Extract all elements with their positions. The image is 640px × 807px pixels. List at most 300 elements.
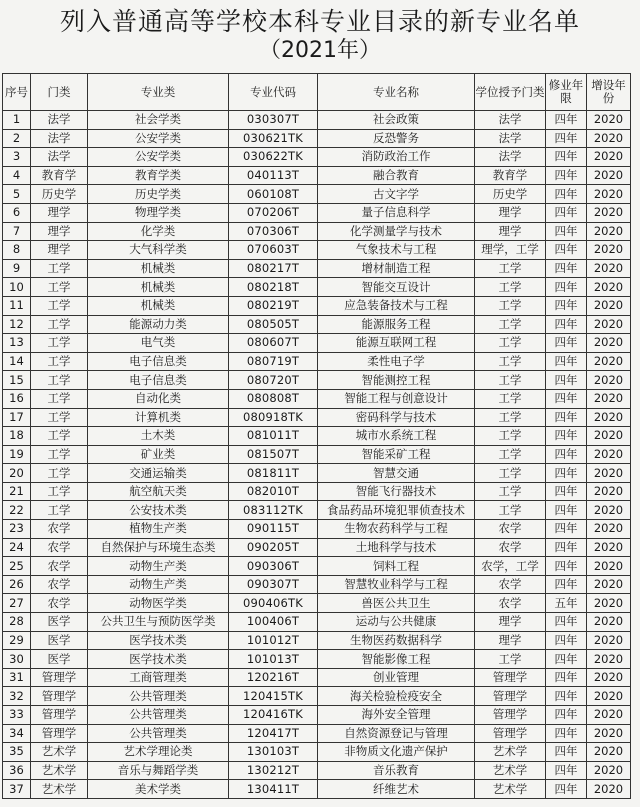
cell-duration: 四年: [546, 427, 587, 446]
cell-year-added: 2020: [587, 520, 631, 539]
cell-degree-category: 管理学: [475, 724, 546, 743]
cell-category: 工学: [31, 427, 88, 446]
cell-index: 12: [3, 315, 31, 334]
cell-major-code: 090306T: [229, 557, 318, 576]
cell-degree-category: 法学: [475, 111, 546, 130]
cell-major-code: 101012T: [229, 631, 318, 650]
cell-year-added: 2020: [587, 724, 631, 743]
cell-category: 农学: [31, 575, 88, 594]
cell-duration: 四年: [546, 557, 587, 576]
cell-major-code: 083112TK: [229, 501, 318, 520]
cell-major-code: 030307T: [229, 111, 318, 130]
cell-duration: 四年: [546, 613, 587, 632]
cell-index: 26: [3, 575, 31, 594]
cell-degree-category: 工学: [475, 278, 546, 297]
cell-duration: 四年: [546, 445, 587, 464]
cell-duration: 四年: [546, 334, 587, 353]
cell-year-added: 2020: [587, 241, 631, 260]
header-degree-category: 学位授予门类: [475, 74, 546, 111]
cell-year-added: 2020: [587, 296, 631, 315]
cell-index: 19: [3, 445, 31, 464]
cell-major-code: 130103T: [229, 743, 318, 762]
table-row: [3, 445, 631, 464]
cell-degree-category: 艺术学: [475, 780, 546, 799]
cell-duration: 四年: [546, 278, 587, 297]
cell-major-name: 智慧交通: [318, 464, 475, 483]
cell-major-name: 气象技术与工程: [318, 241, 475, 260]
cell-major-class: 交通运输类: [88, 464, 229, 483]
cell-duration: 四年: [546, 724, 587, 743]
cell-degree-category: 农学: [475, 575, 546, 594]
cell-major-name: 密码科学与技术: [318, 408, 475, 427]
cell-year-added: 2020: [587, 687, 631, 706]
table-row: [3, 371, 631, 390]
cell-year-added: 2020: [587, 334, 631, 353]
table-row: [3, 129, 631, 148]
cell-category: 农学: [31, 538, 88, 557]
cell-degree-category: 工学: [475, 445, 546, 464]
table-row: [3, 668, 631, 687]
table-row: [3, 352, 631, 371]
cell-index: 37: [3, 780, 31, 799]
cell-duration: 四年: [546, 482, 587, 501]
cell-major-name: 智能测控工程: [318, 371, 475, 390]
cell-category: 教育学: [31, 166, 88, 185]
cell-category: 艺术学: [31, 743, 88, 762]
cell-index: 28: [3, 613, 31, 632]
cell-major-class: 公共管理类: [88, 706, 229, 725]
cell-major-code: 080719T: [229, 352, 318, 371]
cell-year-added: 2020: [587, 761, 631, 780]
cell-index: 6: [3, 203, 31, 222]
cell-index: 9: [3, 259, 31, 278]
cell-category: 工学: [31, 296, 88, 315]
cell-major-class: 航空航天类: [88, 482, 229, 501]
cell-major-class: 土木类: [88, 427, 229, 446]
cell-major-class: 动物生产类: [88, 557, 229, 576]
cell-category: 农学: [31, 594, 88, 613]
cell-major-name: 生物医药数据科学: [318, 631, 475, 650]
cell-degree-category: 教育学: [475, 166, 546, 185]
cell-category: 管理学: [31, 687, 88, 706]
cell-major-class: 美术学类: [88, 780, 229, 799]
table-row: [3, 724, 631, 743]
cell-year-added: 2020: [587, 594, 631, 613]
cell-major-name: 智慧牧业科学与工程: [318, 575, 475, 594]
cell-duration: 四年: [546, 352, 587, 371]
cell-duration: 四年: [546, 780, 587, 799]
cell-major-code: 030621TK: [229, 129, 318, 148]
cell-major-code: 090205T: [229, 538, 318, 557]
table-row: [3, 594, 631, 613]
cell-degree-category: 法学: [475, 129, 546, 148]
cell-category: 理学: [31, 241, 88, 260]
cell-category: 法学: [31, 129, 88, 148]
cell-degree-category: 工学: [475, 408, 546, 427]
cell-index: 29: [3, 631, 31, 650]
cell-major-class: 机械类: [88, 278, 229, 297]
table-row: [3, 427, 631, 446]
cell-major-class: 机械类: [88, 296, 229, 315]
cell-major-class: 医学技术类: [88, 650, 229, 669]
cell-degree-category: 法学: [475, 148, 546, 167]
cell-category: 管理学: [31, 724, 88, 743]
cell-degree-category: 农学: [475, 594, 546, 613]
cell-year-added: 2020: [587, 706, 631, 725]
cell-category: 法学: [31, 111, 88, 130]
cell-major-name: 融合教育: [318, 166, 475, 185]
cell-category: 工学: [31, 352, 88, 371]
page-title: 列入普通高等学校本科专业目录的新专业名单: [59, 7, 580, 36]
table-row: [3, 761, 631, 780]
cell-index: 34: [3, 724, 31, 743]
cell-major-code: 081811T: [229, 464, 318, 483]
cell-category: 工学: [31, 278, 88, 297]
cell-category: 工学: [31, 334, 88, 353]
header-major-class: 专业类: [88, 74, 229, 111]
cell-year-added: 2020: [587, 668, 631, 687]
cell-major-class: 大气科学类: [88, 241, 229, 260]
cell-index: 1: [3, 111, 31, 130]
table-row: [3, 166, 631, 185]
table-row: [3, 706, 631, 725]
cell-degree-category: 工学: [475, 315, 546, 334]
cell-degree-category: 工学: [475, 464, 546, 483]
cell-major-name: 自然资源登记与管理: [318, 724, 475, 743]
table-row: [3, 687, 631, 706]
cell-major-code: 080720T: [229, 371, 318, 390]
cell-duration: 四年: [546, 464, 587, 483]
table-row: [3, 278, 631, 297]
cell-major-code: 040113T: [229, 166, 318, 185]
cell-duration: 四年: [546, 259, 587, 278]
cell-index: 4: [3, 166, 31, 185]
cell-year-added: 2020: [587, 148, 631, 167]
cell-major-class: 能源动力类: [88, 315, 229, 334]
cell-degree-category: 工学: [475, 482, 546, 501]
cell-category: 工学: [31, 389, 88, 408]
cell-major-code: 120216T: [229, 668, 318, 687]
cell-major-name: 城市水系统工程: [318, 427, 475, 446]
cell-degree-category: 艺术学: [475, 761, 546, 780]
cell-major-name: 创业管理: [318, 668, 475, 687]
cell-major-name: 柔性电子学: [318, 352, 475, 371]
cell-major-class: 计算机类: [88, 408, 229, 427]
cell-year-added: 2020: [587, 780, 631, 799]
cell-category: 工学: [31, 408, 88, 427]
cell-index: 21: [3, 482, 31, 501]
cell-duration: 四年: [546, 743, 587, 762]
cell-degree-category: 工学: [475, 259, 546, 278]
cell-index: 10: [3, 278, 31, 297]
cell-category: 管理学: [31, 668, 88, 687]
cell-index: 7: [3, 222, 31, 241]
cell-year-added: 2020: [587, 259, 631, 278]
cell-degree-category: 管理学: [475, 668, 546, 687]
cell-major-class: 公共卫生与预防医学类: [88, 613, 229, 632]
cell-index: 5: [3, 185, 31, 204]
cell-year-added: 2020: [587, 575, 631, 594]
cell-year-added: 2020: [587, 408, 631, 427]
cell-major-code: 080505T: [229, 315, 318, 334]
cell-degree-category: 管理学: [475, 687, 546, 706]
cell-index: 2: [3, 129, 31, 148]
cell-year-added: 2020: [587, 389, 631, 408]
cell-category: 历史学: [31, 185, 88, 204]
cell-major-class: 公安技术类: [88, 501, 229, 520]
cell-category: 医学: [31, 613, 88, 632]
table-row: [3, 780, 631, 799]
cell-degree-category: 工学: [475, 501, 546, 520]
cell-duration: 四年: [546, 408, 587, 427]
cell-major-name: 智能影像工程: [318, 650, 475, 669]
cell-degree-category: 工学: [475, 352, 546, 371]
cell-major-code: 080218T: [229, 278, 318, 297]
cell-year-added: 2020: [587, 613, 631, 632]
cell-degree-category: 农学，工学: [475, 557, 546, 576]
cell-major-class: 动物生产类: [88, 575, 229, 594]
table-row: [3, 334, 631, 353]
cell-year-added: 2020: [587, 482, 631, 501]
cell-duration: 四年: [546, 315, 587, 334]
cell-major-class: 化学类: [88, 222, 229, 241]
cell-degree-category: 理学: [475, 613, 546, 632]
cell-year-added: 2020: [587, 538, 631, 557]
cell-major-class: 公共管理类: [88, 687, 229, 706]
cell-major-code: 080219T: [229, 296, 318, 315]
cell-index: 30: [3, 650, 31, 669]
cell-major-code: 130212T: [229, 761, 318, 780]
cell-index: 33: [3, 706, 31, 725]
cell-year-added: 2020: [587, 371, 631, 390]
table-row: [3, 575, 631, 594]
cell-duration: 四年: [546, 148, 587, 167]
table-row: [3, 613, 631, 632]
cell-major-code: 080607T: [229, 334, 318, 353]
cell-year-added: 2020: [587, 315, 631, 334]
cell-major-code: 070206T: [229, 203, 318, 222]
table-row: [3, 464, 631, 483]
cell-category: 工学: [31, 464, 88, 483]
cell-category: 工学: [31, 501, 88, 520]
cell-major-name: 智能飞行器技术: [318, 482, 475, 501]
cell-year-added: 2020: [587, 185, 631, 204]
cell-duration: 四年: [546, 687, 587, 706]
table-row: [3, 482, 631, 501]
cell-index: 36: [3, 761, 31, 780]
header-year-added: 增设年份: [587, 74, 631, 111]
cell-major-name: 反恐警务: [318, 129, 475, 148]
cell-major-code: 120416TK: [229, 706, 318, 725]
cell-duration: 四年: [546, 706, 587, 725]
cell-major-name: 土地科学与技术: [318, 538, 475, 557]
table-row: [3, 203, 631, 222]
cell-index: 22: [3, 501, 31, 520]
cell-major-name: 智能采矿工程: [318, 445, 475, 464]
cell-major-class: 音乐与舞蹈学类: [88, 761, 229, 780]
cell-major-name: 能源服务工程: [318, 315, 475, 334]
cell-duration: 四年: [546, 520, 587, 539]
cell-duration: 四年: [546, 296, 587, 315]
cell-degree-category: 工学: [475, 371, 546, 390]
cell-year-added: 2020: [587, 166, 631, 185]
table-row: [3, 631, 631, 650]
header-major-code: 专业代码: [229, 74, 318, 111]
cell-duration: 五年: [546, 594, 587, 613]
cell-major-class: 电子信息类: [88, 371, 229, 390]
cell-index: 3: [3, 148, 31, 167]
cell-degree-category: 管理学: [475, 706, 546, 725]
cell-major-name: 音乐教育: [318, 761, 475, 780]
cell-duration: 四年: [546, 389, 587, 408]
cell-major-code: 070306T: [229, 222, 318, 241]
cell-year-added: 2020: [587, 129, 631, 148]
header-duration: 修业年限: [546, 74, 587, 111]
cell-index: 11: [3, 296, 31, 315]
cell-year-added: 2020: [587, 557, 631, 576]
cell-year-added: 2020: [587, 743, 631, 762]
cell-duration: 四年: [546, 631, 587, 650]
cell-category: 工学: [31, 482, 88, 501]
header-index: 序号: [3, 74, 31, 111]
cell-degree-category: 历史学: [475, 185, 546, 204]
cell-duration: 四年: [546, 166, 587, 185]
cell-major-class: 矿业类: [88, 445, 229, 464]
table-row: [3, 185, 631, 204]
table-row: [3, 501, 631, 520]
cell-year-added: 2020: [587, 222, 631, 241]
cell-major-name: 古文字学: [318, 185, 475, 204]
cell-year-added: 2020: [587, 203, 631, 222]
cell-major-class: 历史学类: [88, 185, 229, 204]
cell-duration: 四年: [546, 111, 587, 130]
cell-major-code: 082010T: [229, 482, 318, 501]
cell-major-name: 兽医公共卫生: [318, 594, 475, 613]
table-row: [3, 259, 631, 278]
cell-major-name: 食品药品环境犯罪侦查技术: [318, 501, 475, 520]
cell-duration: 四年: [546, 761, 587, 780]
cell-index: 18: [3, 427, 31, 446]
table-row: [3, 743, 631, 762]
cell-major-name: 海外安全管理: [318, 706, 475, 725]
cell-index: 16: [3, 389, 31, 408]
cell-index: 31: [3, 668, 31, 687]
cell-major-code: 080217T: [229, 259, 318, 278]
cell-duration: 四年: [546, 129, 587, 148]
cell-year-added: 2020: [587, 352, 631, 371]
cell-index: 14: [3, 352, 31, 371]
cell-duration: 四年: [546, 501, 587, 520]
cell-major-code: 081011T: [229, 427, 318, 446]
cell-major-name: 应急装备技术与工程: [318, 296, 475, 315]
cell-major-name: 量子信息科学: [318, 203, 475, 222]
table-row: [3, 222, 631, 241]
cell-major-code: 070603T: [229, 241, 318, 260]
cell-major-name: 智能交互设计: [318, 278, 475, 297]
cell-index: 32: [3, 687, 31, 706]
cell-category: 工学: [31, 259, 88, 278]
cell-index: 13: [3, 334, 31, 353]
cell-major-code: 120415TK: [229, 687, 318, 706]
table-row: [3, 650, 631, 669]
cell-degree-category: 工学: [475, 650, 546, 669]
cell-major-name: 消防政治工作: [318, 148, 475, 167]
header-category: 门类: [31, 74, 88, 111]
cell-category: 艺术学: [31, 761, 88, 780]
cell-major-name: 化学测量学与技术: [318, 222, 475, 241]
cell-degree-category: 农学: [475, 538, 546, 557]
cell-category: 农学: [31, 557, 88, 576]
table-row: [3, 408, 631, 427]
cell-duration: 四年: [546, 185, 587, 204]
cell-major-name: 智能工程与创意设计: [318, 389, 475, 408]
cell-year-added: 2020: [587, 111, 631, 130]
cell-degree-category: 理学: [475, 222, 546, 241]
cell-major-code: 090406TK: [229, 594, 318, 613]
cell-major-code: 060108T: [229, 185, 318, 204]
cell-major-code: 090115T: [229, 520, 318, 539]
cell-category: 医学: [31, 650, 88, 669]
cell-major-code: 030622TK: [229, 148, 318, 167]
cell-major-class: 工商管理类: [88, 668, 229, 687]
cell-major-code: 120417T: [229, 724, 318, 743]
cell-major-name: 社会政策: [318, 111, 475, 130]
cell-major-code: 100406T: [229, 613, 318, 632]
cell-degree-category: 理学: [475, 203, 546, 222]
table-row: [3, 557, 631, 576]
cell-major-name: 生物农药科学与工程: [318, 520, 475, 539]
cell-category: 医学: [31, 631, 88, 650]
header-major-name: 专业名称: [318, 74, 475, 111]
cell-degree-category: 工学: [475, 427, 546, 446]
table-row: [3, 538, 631, 557]
cell-major-name: 运动与公共健康: [318, 613, 475, 632]
cell-major-class: 电气类: [88, 334, 229, 353]
cell-degree-category: 艺术学: [475, 743, 546, 762]
cell-major-class: 医学技术类: [88, 631, 229, 650]
majors-table: [2, 73, 631, 799]
cell-duration: 四年: [546, 650, 587, 669]
cell-index: 17: [3, 408, 31, 427]
cell-duration: 四年: [546, 203, 587, 222]
page-subtitle: （2021年）: [259, 38, 381, 63]
cell-major-name: 能源互联网工程: [318, 334, 475, 353]
cell-index: 23: [3, 520, 31, 539]
cell-category: 工学: [31, 445, 88, 464]
table-row: [3, 296, 631, 315]
cell-major-class: 自动化类: [88, 389, 229, 408]
cell-index: 24: [3, 538, 31, 557]
cell-category: 农学: [31, 520, 88, 539]
table-row: [3, 241, 631, 260]
cell-index: 20: [3, 464, 31, 483]
cell-index: 8: [3, 241, 31, 260]
cell-category: 法学: [31, 148, 88, 167]
cell-duration: 四年: [546, 668, 587, 687]
cell-major-class: 机械类: [88, 259, 229, 278]
cell-major-class: 电子信息类: [88, 352, 229, 371]
cell-degree-category: 农学: [475, 520, 546, 539]
cell-major-code: 090307T: [229, 575, 318, 594]
cell-index: 15: [3, 371, 31, 390]
cell-major-code: 080808T: [229, 389, 318, 408]
cell-category: 工学: [31, 315, 88, 334]
cell-major-name: 海关检验检疫安全: [318, 687, 475, 706]
cell-major-class: 物理学类: [88, 203, 229, 222]
table-row: [3, 520, 631, 539]
cell-category: 理学: [31, 203, 88, 222]
cell-duration: 四年: [546, 241, 587, 260]
